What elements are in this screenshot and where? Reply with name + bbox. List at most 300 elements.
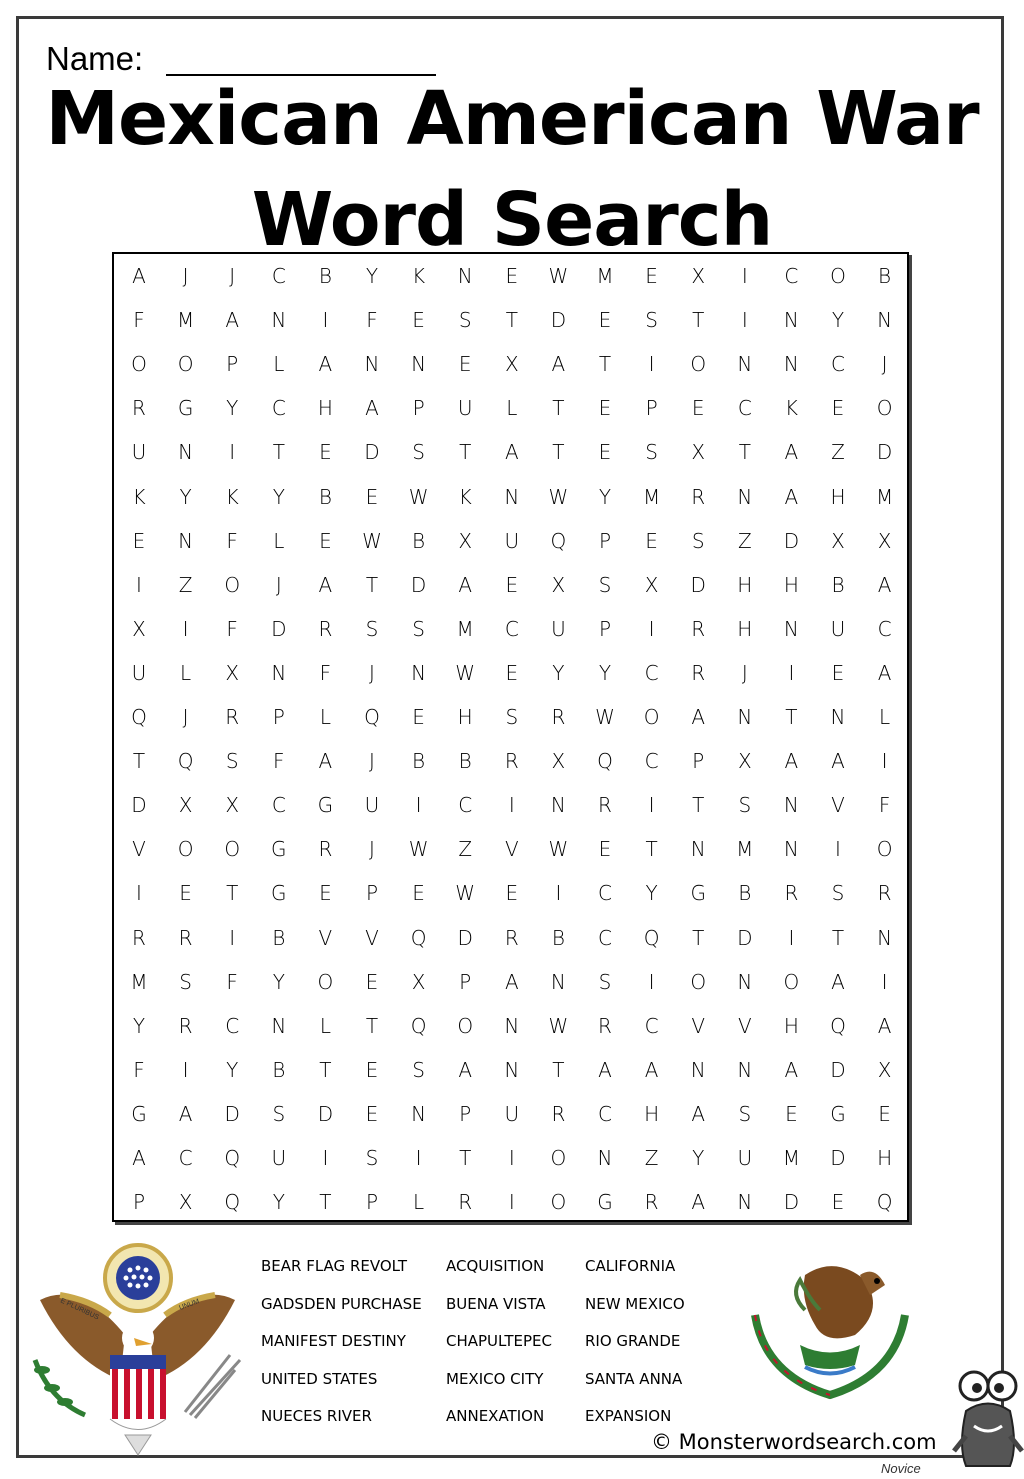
grid-letter[interactable]: Y — [598, 660, 612, 685]
grid-letter[interactable]: N — [877, 308, 893, 333]
grid-letter[interactable]: S — [738, 1101, 752, 1126]
grid-letter[interactable]: Q — [876, 1190, 893, 1215]
grid-letter[interactable]: O — [830, 264, 846, 288]
grid-letter[interactable]: N — [783, 352, 799, 377]
grid-letter[interactable]: Q — [410, 1013, 427, 1038]
grid-letter[interactable]: Y — [272, 969, 285, 994]
grid-letter[interactable]: F — [133, 308, 145, 333]
grid-letter[interactable]: I — [881, 749, 888, 774]
grid-letter[interactable]: P — [598, 616, 612, 641]
grid-letter[interactable]: Q — [224, 1146, 241, 1170]
grid-letter[interactable]: P — [365, 881, 379, 906]
grid-letter[interactable]: W — [455, 881, 476, 906]
grid-letter[interactable]: S — [598, 969, 612, 994]
grid-letter[interactable]: B — [272, 925, 286, 950]
grid-letter[interactable]: N — [550, 793, 566, 818]
grid-letter[interactable]: D — [224, 1101, 240, 1126]
grid-letter[interactable]: R — [551, 705, 566, 729]
grid-letter[interactable]: E — [458, 352, 472, 377]
grid-letter[interactable]: X — [737, 749, 752, 774]
grid-letter[interactable]: I — [508, 1190, 515, 1215]
grid-letter[interactable]: I — [741, 308, 748, 333]
grid-letter[interactable]: N — [830, 705, 846, 729]
grid-letter[interactable]: D — [737, 925, 753, 950]
grid-letter[interactable]: J — [369, 749, 375, 774]
grid-letter[interactable]: S — [365, 616, 379, 641]
grid-letter[interactable]: C — [644, 749, 659, 774]
grid-letter[interactable]: X — [411, 969, 426, 994]
grid-letter[interactable]: V — [504, 837, 519, 862]
grid-letter[interactable]: I — [648, 969, 655, 994]
grid-letter[interactable]: T — [598, 352, 612, 377]
grid-letter[interactable]: I — [322, 308, 329, 333]
grid-letter[interactable]: W — [362, 528, 382, 553]
grid-letter[interactable]: A — [318, 572, 333, 597]
grid-letter[interactable]: T — [459, 440, 472, 465]
grid-letter[interactable]: T — [831, 925, 845, 950]
grid-letter[interactable]: E — [505, 660, 519, 685]
grid-letter[interactable]: U — [364, 793, 380, 818]
grid-letter[interactable]: Q — [597, 749, 613, 774]
grid-letter[interactable]: T — [552, 396, 565, 421]
grid-letter[interactable]: B — [318, 484, 332, 509]
grid-letter[interactable]: R — [598, 1013, 612, 1038]
grid-letter[interactable]: E — [598, 440, 612, 465]
grid-letter[interactable]: E — [691, 396, 705, 421]
grid-letter[interactable]: D — [457, 925, 473, 950]
grid-letter[interactable]: P — [226, 352, 239, 377]
grid-letter[interactable]: S — [831, 881, 845, 906]
grid-letter[interactable]: A — [178, 1101, 193, 1126]
grid-letter[interactable]: R — [178, 925, 193, 950]
grid-letter[interactable]: Y — [645, 881, 658, 906]
grid-letter[interactable]: C — [644, 660, 659, 685]
grid-letter[interactable]: A — [831, 969, 845, 994]
grid-letter[interactable]: O — [876, 837, 893, 862]
grid-letter[interactable]: R — [504, 925, 519, 950]
grid-letter[interactable]: U — [131, 440, 147, 465]
grid-letter[interactable]: A — [831, 749, 845, 774]
grid-letter[interactable]: I — [229, 925, 236, 950]
grid-letter[interactable]: S — [738, 793, 752, 818]
grid-letter[interactable]: N — [737, 352, 753, 377]
grid-letter[interactable]: B — [458, 749, 472, 774]
grid-letter[interactable]: W — [548, 264, 569, 288]
grid-letter[interactable]: E — [319, 528, 332, 553]
grid-letter[interactable]: N — [690, 837, 706, 862]
grid-letter[interactable]: U — [504, 1101, 520, 1126]
grid-letter[interactable]: L — [413, 1190, 425, 1215]
grid-letter[interactable]: A — [318, 749, 333, 774]
grid-letter[interactable]: E — [831, 660, 845, 685]
grid-letter[interactable]: Z — [831, 440, 845, 465]
grid-letter[interactable]: S — [365, 1146, 379, 1170]
grid-letter[interactable]: O — [643, 705, 660, 729]
grid-letter[interactable]: I — [881, 969, 888, 994]
grid-letter[interactable]: I — [648, 793, 655, 818]
grid-letter[interactable]: D — [271, 616, 287, 641]
grid-letter[interactable]: I — [136, 881, 142, 906]
grid-letter[interactable]: A — [691, 1190, 706, 1215]
grid-letter[interactable]: A — [318, 352, 333, 377]
grid-letter[interactable]: X — [691, 440, 706, 465]
grid-letter[interactable]: X — [504, 352, 519, 377]
grid-letter[interactable]: X — [644, 572, 659, 597]
grid-letter[interactable]: X — [877, 1057, 892, 1082]
grid-letter[interactable]: N — [178, 528, 194, 553]
grid-letter[interactable]: S — [412, 440, 425, 465]
grid-letter[interactable]: S — [645, 308, 658, 333]
grid-letter[interactable]: W — [548, 837, 569, 862]
grid-letter[interactable]: O — [550, 1190, 567, 1215]
grid-letter[interactable]: I — [415, 1146, 422, 1170]
grid-letter[interactable]: D — [550, 308, 567, 333]
grid-letter[interactable]: D — [317, 1101, 334, 1126]
grid-letter[interactable]: P — [272, 705, 285, 729]
grid-letter[interactable]: X — [132, 616, 146, 641]
grid-letter[interactable]: M — [782, 1146, 801, 1170]
grid-letter[interactable]: E — [505, 881, 519, 906]
grid-letter[interactable]: A — [691, 705, 706, 729]
grid-letter[interactable]: L — [319, 705, 331, 729]
grid-letter[interactable]: Z — [458, 837, 473, 862]
grid-letter[interactable]: R — [504, 749, 519, 774]
grid-letter[interactable]: O — [690, 969, 707, 994]
grid-letter[interactable]: F — [226, 528, 238, 553]
grid-letter[interactable]: N — [178, 440, 194, 465]
grid-letter[interactable]: E — [365, 1057, 379, 1082]
grid-letter[interactable]: I — [508, 1146, 515, 1170]
grid-letter[interactable]: E — [598, 837, 612, 862]
grid-letter[interactable]: O — [224, 572, 241, 597]
grid-letter[interactable]: P — [692, 749, 705, 774]
grid-letter[interactable]: F — [226, 616, 238, 641]
grid-letter[interactable]: H — [830, 484, 846, 509]
grid-letter[interactable]: S — [645, 440, 658, 465]
grid-letter[interactable]: T — [552, 440, 565, 465]
grid-letter[interactable]: A — [784, 749, 799, 774]
grid-letter[interactable]: D — [783, 1190, 800, 1215]
grid-letter[interactable]: S — [505, 705, 519, 729]
grid-letter[interactable]: L — [506, 396, 518, 421]
grid-letter[interactable]: B — [738, 881, 752, 906]
grid-letter[interactable]: A — [877, 572, 892, 597]
grid-letter[interactable]: I — [788, 925, 795, 950]
grid-letter[interactable]: N — [783, 837, 799, 862]
grid-letter[interactable]: H — [737, 616, 753, 641]
grid-letter[interactable]: I — [508, 793, 515, 818]
grid-letter[interactable]: I — [835, 837, 841, 862]
grid-letter[interactable]: D — [364, 440, 380, 465]
grid-letter[interactable]: E — [831, 396, 845, 421]
grid-letter[interactable]: T — [692, 793, 705, 818]
grid-letter[interactable]: G — [271, 881, 287, 906]
grid-letter[interactable]: S — [691, 528, 705, 553]
grid-letter[interactable]: T — [552, 1057, 565, 1082]
grid-letter[interactable]: I — [555, 881, 562, 906]
grid-letter[interactable]: O — [177, 837, 194, 862]
grid-letter[interactable]: I — [648, 352, 655, 377]
grid-letter[interactable]: B — [878, 264, 892, 288]
grid-letter[interactable]: E — [319, 440, 332, 465]
grid-letter[interactable]: X — [551, 749, 566, 774]
grid-letter[interactable]: G — [597, 1190, 613, 1215]
grid-letter[interactable]: B — [551, 925, 565, 950]
grid-letter[interactable]: C — [784, 264, 799, 288]
grid-letter[interactable]: T — [272, 440, 285, 465]
grid-letter[interactable]: Y — [272, 484, 285, 509]
grid-letter[interactable]: R — [691, 616, 706, 641]
grid-letter[interactable]: E — [645, 264, 658, 288]
grid-letter[interactable]: E — [365, 1101, 379, 1126]
grid-letter[interactable]: W — [548, 484, 569, 509]
grid-letter[interactable]: A — [877, 1013, 892, 1038]
grid-letter[interactable]: T — [692, 308, 705, 333]
grid-letter[interactable]: S — [598, 572, 612, 597]
grid-letter[interactable]: K — [458, 484, 472, 509]
grid-letter[interactable]: E — [365, 969, 379, 994]
grid-letter[interactable]: X — [178, 793, 193, 818]
grid-letter[interactable]: N — [737, 705, 753, 729]
grid-letter[interactable]: R — [178, 1013, 193, 1038]
grid-letter[interactable]: N — [737, 1057, 753, 1082]
grid-letter[interactable]: R — [598, 793, 612, 818]
grid-letter[interactable]: L — [180, 660, 192, 685]
grid-letter[interactable]: F — [273, 749, 285, 774]
grid-letter[interactable]: I — [648, 616, 655, 641]
grid-letter[interactable]: H — [457, 705, 473, 729]
grid-letter[interactable]: A — [132, 1146, 146, 1170]
grid-letter[interactable]: R — [458, 1190, 473, 1215]
grid-letter[interactable]: C — [598, 881, 612, 906]
grid-letter[interactable]: C — [598, 925, 612, 950]
grid-letter[interactable]: Q — [550, 528, 567, 553]
grid-letter[interactable]: C — [737, 396, 752, 421]
grid-letter[interactable]: Q — [830, 1013, 846, 1038]
grid-letter[interactable]: N — [504, 484, 520, 509]
grid-letter[interactable]: J — [369, 837, 375, 862]
grid-letter[interactable]: O — [876, 396, 893, 421]
grid-letter[interactable]: A — [225, 308, 240, 333]
grid-letter[interactable]: C — [271, 793, 286, 818]
grid-letter[interactable]: A — [504, 440, 519, 465]
grid-letter[interactable]: E — [505, 572, 519, 597]
grid-letter[interactable]: R — [691, 484, 706, 509]
grid-letter[interactable]: C — [178, 1146, 193, 1170]
grid-letter[interactable]: A — [132, 264, 146, 288]
grid-letter[interactable]: N — [550, 969, 566, 994]
grid-letter[interactable]: I — [741, 264, 748, 288]
grid-letter[interactable]: N — [271, 308, 287, 333]
grid-letter[interactable]: Y — [226, 1057, 239, 1082]
grid-letter[interactable]: A — [784, 440, 799, 465]
grid-letter[interactable]: W — [595, 705, 615, 729]
grid-letter[interactable]: Y — [365, 264, 379, 288]
grid-letter[interactable]: W — [548, 1013, 569, 1038]
grid-letter[interactable]: P — [598, 528, 612, 553]
grid-letter[interactable]: T — [692, 925, 705, 950]
grid-letter[interactable]: V — [318, 925, 333, 950]
grid-letter[interactable]: U — [271, 1146, 287, 1170]
grid-letter[interactable]: R — [691, 660, 706, 685]
grid-letter[interactable]: C — [831, 352, 845, 377]
grid-letter[interactable]: N — [690, 1057, 706, 1082]
grid-letter[interactable]: W — [408, 837, 429, 862]
grid-letter[interactable]: H — [783, 572, 799, 597]
grid-letter[interactable]: I — [229, 440, 236, 465]
grid-letter[interactable]: Q — [131, 705, 147, 729]
grid-letter[interactable]: E — [179, 881, 192, 906]
grid-letter[interactable]: E — [412, 881, 425, 906]
grid-letter[interactable]: T — [319, 1190, 332, 1215]
grid-letter[interactable]: O — [690, 352, 707, 377]
grid-letter[interactable]: R — [225, 705, 240, 729]
grid-letter[interactable]: A — [504, 969, 519, 994]
grid-letter[interactable]: U — [737, 1146, 753, 1170]
grid-letter[interactable]: V — [365, 925, 379, 950]
grid-letter[interactable]: E — [412, 705, 425, 729]
grid-letter[interactable]: U — [551, 616, 566, 641]
grid-letter[interactable]: R — [877, 881, 892, 906]
grid-letter[interactable]: P — [459, 1101, 472, 1126]
grid-letter[interactable]: R — [551, 1101, 566, 1126]
grid-letter[interactable]: I — [415, 793, 422, 818]
grid-letter[interactable]: Q — [410, 925, 427, 950]
grid-letter[interactable]: E — [365, 484, 379, 509]
grid-letter[interactable]: D — [690, 572, 706, 597]
grid-letter[interactable]: N — [271, 660, 287, 685]
grid-letter[interactable]: R — [318, 837, 333, 862]
grid-letter[interactable]: T — [505, 308, 518, 333]
grid-letter[interactable]: V — [132, 837, 146, 862]
grid-letter[interactable]: N — [504, 1013, 520, 1038]
grid-letter[interactable]: C — [271, 264, 286, 288]
grid-letter[interactable]: F — [319, 660, 332, 685]
grid-letter[interactable]: F — [366, 308, 378, 333]
grid-letter[interactable]: A — [877, 660, 892, 685]
grid-letter[interactable]: D — [876, 440, 893, 465]
grid-letter[interactable]: B — [318, 264, 332, 288]
grid-letter[interactable]: R — [132, 396, 146, 421]
grid-letter[interactable]: C — [644, 1013, 659, 1038]
grid-letter[interactable]: V — [691, 1013, 706, 1038]
grid-letter[interactable]: M — [596, 264, 614, 288]
grid-letter[interactable]: D — [783, 528, 800, 553]
grid-letter[interactable]: N — [364, 352, 380, 377]
grid-letter[interactable]: C — [877, 616, 892, 641]
grid-letter[interactable]: O — [131, 352, 147, 377]
grid-letter[interactable]: N — [597, 1146, 613, 1170]
grid-letter[interactable]: N — [457, 264, 473, 288]
grid-letter[interactable]: X — [225, 793, 240, 818]
grid-letter[interactable]: U — [504, 528, 520, 553]
grid-letter[interactable]: M — [456, 616, 474, 641]
grid-letter[interactable]: F — [878, 793, 891, 818]
grid-letter[interactable]: T — [785, 705, 798, 729]
grid-letter[interactable]: H — [877, 1146, 893, 1170]
grid-letter[interactable]: M — [875, 484, 894, 509]
grid-letter[interactable]: N — [783, 308, 799, 333]
grid-letter[interactable]: F — [226, 969, 238, 994]
grid-letter[interactable]: H — [644, 1101, 660, 1126]
grid-letter[interactable]: O — [224, 837, 241, 862]
grid-letter[interactable]: S — [272, 1101, 286, 1126]
grid-letter[interactable]: A — [551, 352, 566, 377]
grid-letter[interactable]: N — [271, 1013, 287, 1038]
grid-letter[interactable]: Y — [179, 484, 192, 509]
grid-letter[interactable]: I — [788, 660, 795, 685]
grid-letter[interactable]: A — [458, 572, 473, 597]
grid-letter[interactable]: D — [830, 1057, 846, 1082]
grid-letter[interactable]: R — [132, 925, 146, 950]
grid-letter[interactable]: S — [225, 749, 239, 774]
grid-letter[interactable]: S — [458, 308, 472, 333]
grid-letter[interactable]: T — [226, 881, 239, 906]
grid-letter[interactable]: G — [271, 837, 287, 862]
grid-letter[interactable]: Z — [178, 572, 193, 597]
grid-letter[interactable]: N — [411, 1101, 427, 1126]
grid-letter[interactable]: N — [504, 1057, 520, 1082]
grid-letter[interactable]: J — [369, 660, 375, 685]
grid-letter[interactable]: T — [365, 1013, 379, 1038]
grid-letter[interactable]: C — [458, 793, 473, 818]
grid-letter[interactable]: S — [412, 1057, 425, 1082]
grid-letter[interactable]: E — [505, 264, 519, 288]
grid-letter[interactable]: A — [784, 484, 799, 509]
grid-letter[interactable]: K — [412, 264, 426, 288]
grid-letter[interactable]: M — [130, 969, 148, 994]
grid-letter[interactable]: R — [318, 616, 333, 641]
grid-letter[interactable]: V — [831, 793, 845, 818]
grid-letter[interactable]: L — [319, 1013, 331, 1038]
grid-letter[interactable]: E — [878, 1101, 891, 1126]
grid-letter[interactable]: I — [322, 1146, 329, 1170]
grid-letter[interactable]: Z — [644, 1146, 659, 1170]
grid-letter[interactable]: Y — [831, 308, 845, 333]
grid-letter[interactable]: X — [178, 1190, 193, 1215]
grid-letter[interactable]: L — [273, 352, 285, 377]
grid-letter[interactable]: Y — [692, 1146, 705, 1170]
grid-letter[interactable]: N — [737, 484, 753, 509]
grid-letter[interactable]: M — [736, 837, 754, 862]
grid-letter[interactable]: T — [645, 837, 658, 862]
grid-letter[interactable]: N — [737, 969, 753, 994]
grid-letter[interactable]: Q — [643, 925, 660, 950]
grid-letter[interactable]: E — [785, 1101, 798, 1126]
grid-letter[interactable]: L — [879, 705, 891, 729]
grid-letter[interactable]: J — [182, 705, 189, 729]
grid-letter[interactable]: J — [881, 352, 888, 377]
grid-letter[interactable]: H — [737, 572, 753, 597]
grid-letter[interactable]: J — [275, 572, 282, 597]
grid-letter[interactable]: M — [642, 484, 661, 509]
grid-letter[interactable]: C — [271, 396, 286, 421]
grid-letter[interactable]: L — [273, 528, 285, 553]
grid-letter[interactable]: G — [830, 1101, 846, 1126]
grid-letter[interactable]: A — [644, 1057, 659, 1082]
grid-letter[interactable]: E — [598, 396, 612, 421]
grid-letter[interactable]: N — [783, 616, 799, 641]
grid-letter[interactable]: R — [784, 881, 799, 906]
grid-letter[interactable]: E — [645, 528, 658, 553]
word-search-grid[interactable] — [112, 252, 909, 1222]
grid-letter[interactable]: K — [225, 484, 239, 509]
grid-letter[interactable]: Y — [132, 1013, 146, 1038]
grid-letter[interactable]: K — [784, 396, 798, 421]
grid-letter[interactable]: A — [598, 1057, 612, 1082]
grid-letter[interactable]: J — [182, 264, 189, 288]
grid-letter[interactable]: Q — [224, 1190, 241, 1215]
